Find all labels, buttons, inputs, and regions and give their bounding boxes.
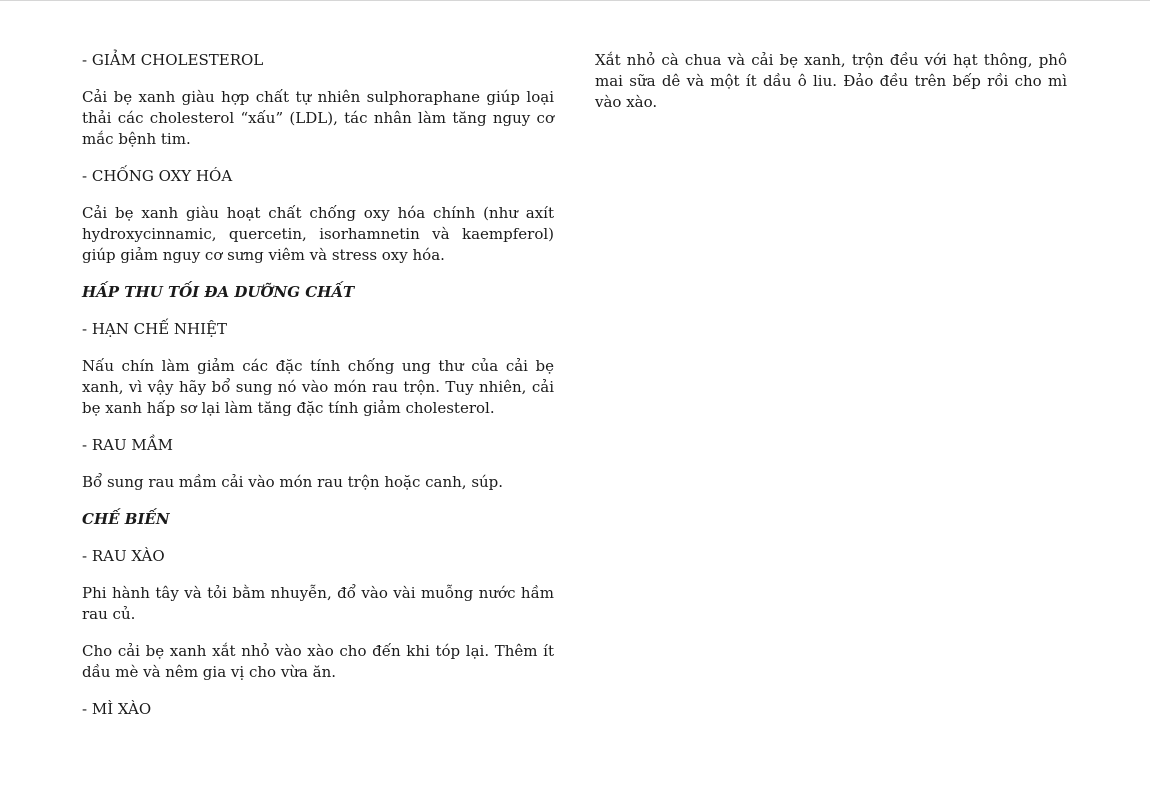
paragraph-antioxidant: Cải bẹ xanh giàu hoạt chất chống oxy hóa chính (như axít hydroxycinnamic, quercetin, isorhamnetin và kaempferol) giúp giảm nguy cơ sưng viêm và stress oxy hóa. [82,204,554,264]
paragraph-sprouts: Bổ sung rau mầm cải vào món rau trộn hoặc canh, súp. [82,473,504,491]
heading-fried-noodles: - MÌ XÀO [82,700,152,718]
heading-antioxidant: - CHỐNG OXY HÓA [82,167,233,185]
heading-sprouts: - RAU MẦM [82,436,173,454]
paragraph-stir-fry-step-2: Cho cải bẹ xanh xắt nhỏ vào xào cho đến khi tóp lại. Thêm ít dầu mè và nêm gia vị cho vừa ăn. [82,642,554,681]
paragraph-limit-heat: Nấu chín làm giảm các đặc tính chống ung thư của cải bẹ xanh, vì vậy hãy bổ sung nó vào món rau trộn. Tuy nhiên, cải bẹ xanh hấp sơ lại làm tăng đặc tính giảm cholesterol. [82,357,554,417]
heading-reduce-cholesterol: - GIẢM CHOLESTEROL [82,51,264,69]
heading-limit-heat: - HẠN CHẾ NHIỆT [82,320,228,338]
paragraph-stir-fry-step-1: Phi hành tây và tỏi bằm nhuyễn, đổ vào vài muỗng nước hầm rau củ. [82,584,554,623]
right-column [595,50,1067,129]
page-top-border [0,0,1150,1]
section-title-processing: CHẾ BIẾN [82,510,170,528]
heading-stir-fry: - RAU XÀO [82,547,165,565]
left-column [82,50,554,736]
paragraph-fried-noodles: Xắt nhỏ cà chua và cải bẹ xanh, trộn đều với hạt thông, phô mai sữa dê và một ít dầu ô liu. Đảo đều trên bếp rồi cho mì vào xào. [595,51,1067,111]
paragraph-reduce-cholesterol: Cải bẹ xanh giàu hợp chất tự nhiên sulphoraphane giúp loại thải các cholesterol “xấu” (LDL), tác nhân làm tăng nguy cơ mắc bệnh tim. [82,88,554,148]
section-title-absorb-nutrients: HẤP THU TỐI ĐA DƯỠNG CHẤT [82,283,355,301]
